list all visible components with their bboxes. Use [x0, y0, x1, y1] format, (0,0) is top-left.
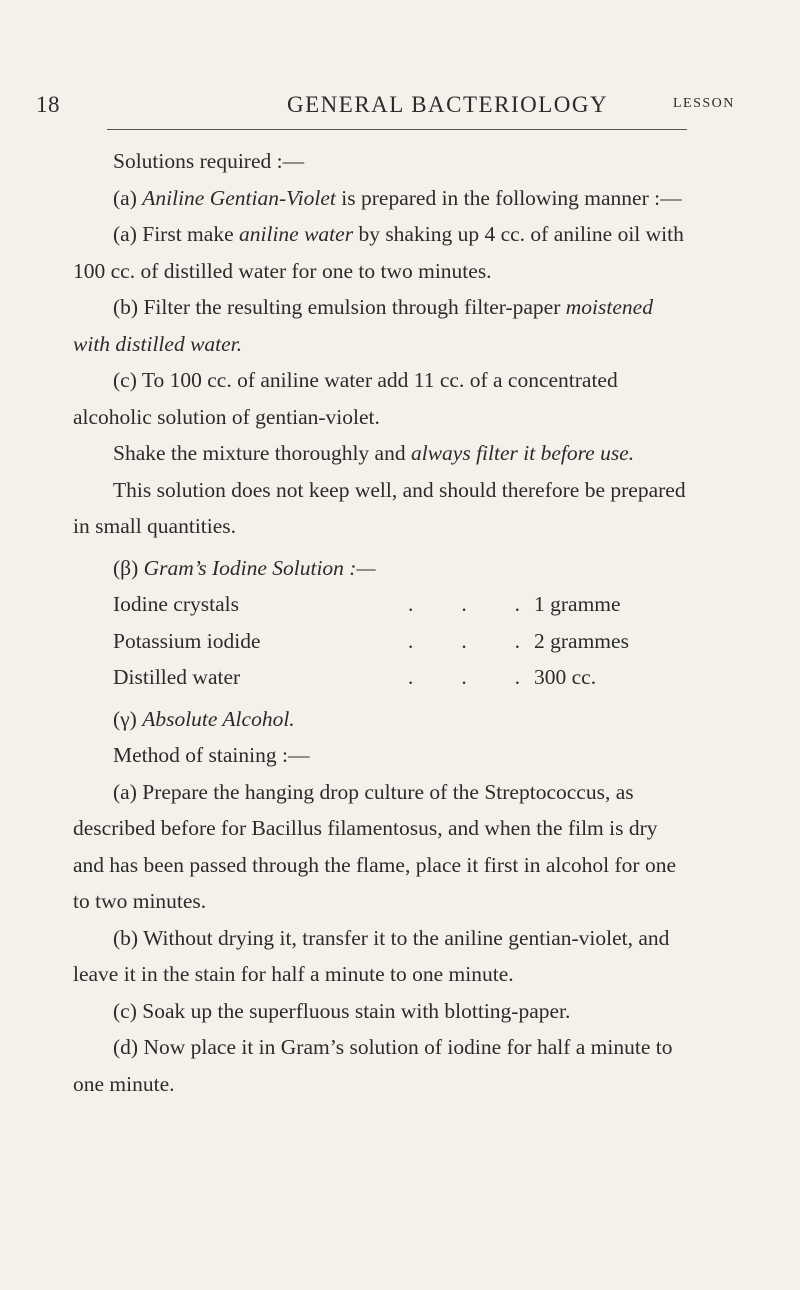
- ingredient-name: Iodine crystals: [113, 592, 239, 616]
- step-marker: (b): [113, 925, 139, 950]
- step-marker: (c): [113, 998, 137, 1023]
- leader-dots: . . .: [408, 665, 520, 689]
- leader-dots: . . .: [408, 628, 520, 653]
- solution-b-name: Gram’s Iodine Solution: [143, 555, 344, 580]
- ingredient-qty: 300 cc.: [534, 665, 597, 689]
- prep-step-a: (a) First make aniline water by shaking up 4 cc. of aniline oil with 100 cc. of distilled water for one to two minutes.: [73, 222, 684, 283]
- ingredient-qty: 2 grammes: [534, 628, 629, 653]
- method-step-d: (d) Now place it in Gram’s solution of iodine for half a minute to one minute.: [73, 1035, 673, 1096]
- method-step-a: (a) Prepare the hanging drop culture of the Streptococcus, as described before for Bacillus filamentosus, and when the film is dry and has been passed through the flame, place it first in alcohol for one to two minutes.: [73, 779, 676, 913]
- running-title: GENERAL BACTERIOLOGY: [287, 92, 609, 117]
- solution-b-heading: (β) Gram’s Iodine Solution :—: [113, 555, 376, 580]
- leader-dots: . . .: [408, 592, 520, 616]
- method-heading: Method of staining :—: [113, 743, 310, 767]
- solution-a-rest: is prepared in the following manner :—: [335, 185, 682, 210]
- solution-c-name: Absolute Alcohol.: [142, 706, 295, 731]
- solution-a-heading: [73, 180, 687, 217]
- method-step-c: (c) Soak up the superfluous stain with blotting-paper.: [113, 998, 571, 1023]
- ingredient-list: [113, 586, 653, 696]
- ingredient-name: Distilled water: [113, 665, 241, 689]
- prep-step-b: (b) Filter the resulting emulsion through filter-paper moistened with distilled water.: [73, 295, 653, 356]
- step-marker: (a): [113, 222, 137, 246]
- step-marker: (c): [113, 368, 137, 392]
- intro-line: Solutions required :—: [113, 149, 305, 173]
- ingredient-name: Potassium iodide: [113, 628, 261, 653]
- shake-instruction: Shake the mixture thoroughly and always filter it before use.: [113, 441, 635, 465]
- prep-step-c: (c) To 100 cc. of aniline water add 11 cc. of a concentrated alcoholic solution of gentian-violet.: [73, 368, 618, 429]
- step-marker: (d): [113, 1035, 139, 1059]
- ingredient-row: [113, 659, 653, 696]
- solution-a-marker: (a): [113, 185, 137, 210]
- solution-c-marker: (γ): [113, 706, 137, 731]
- ingredient-row: [113, 623, 653, 660]
- step-marker: (a): [113, 779, 137, 804]
- method-step-b: (b) Without drying it, transfer it to the aniline gentian-violet, and leave it in the stain for half a minute to one minute.: [73, 925, 670, 986]
- ingredient-row: [113, 586, 653, 623]
- page-body: [73, 143, 687, 1102]
- page-number: 18: [36, 92, 60, 117]
- solution-c-heading: [73, 701, 687, 738]
- running-header: [0, 92, 800, 122]
- solution-a-name: Aniline Gentian-Violet: [142, 185, 336, 210]
- section-word: LESSON: [673, 96, 735, 111]
- step-marker: (b): [113, 295, 139, 319]
- ingredient-qty: 1 gramme: [534, 592, 621, 616]
- header-rule: [107, 129, 687, 130]
- solution-b-marker: (β): [113, 555, 139, 580]
- keep-note: This solution does not keep well, and should therefore be prepared in small quantities.: [73, 477, 686, 538]
